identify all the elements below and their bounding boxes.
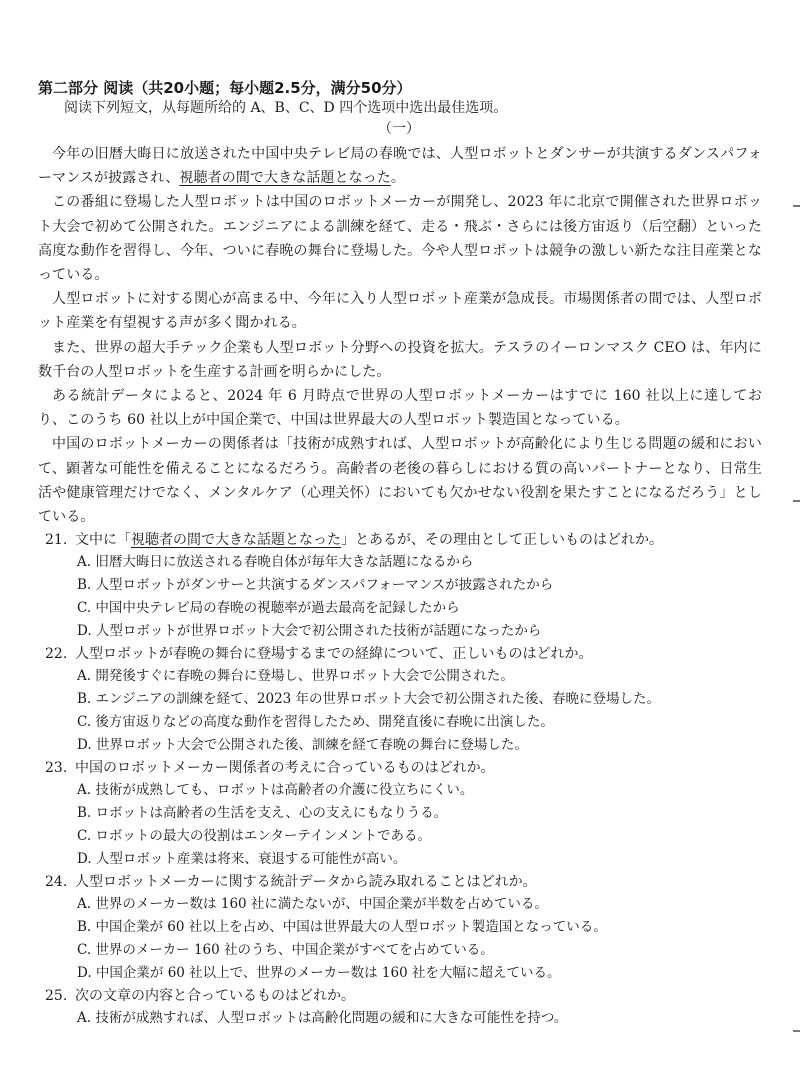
scan-edge-mark <box>793 500 800 502</box>
option-c: C. 後方宙返りなどの高度な動作を習得したため、開発直後に春晩に出演した。 <box>77 714 554 730</box>
passage-paragraph-4: また、世界の超大手テック企業も人型ロボット分野への投資を拡大。テスラのイーロンマスク CEO は、年内に数千台の人型ロボットを生産する計画を明らかにした。 <box>38 339 762 380</box>
option-c: C. ロボットの最大の役割はエンターテインメントである。 <box>77 828 432 844</box>
option-a: A. 旧暦大晦日に放送される春晩自体が毎年大きな話題になるから <box>77 554 474 570</box>
question-24 <box>45 871 765 985</box>
question-number: 24. <box>45 874 68 890</box>
question-list <box>45 529 765 1030</box>
question-number: 23. <box>45 760 68 776</box>
option-a: A. 技術が成熟すれば、人型ロボットは高齢化問題の緩和に大きな可能性を持つ。 <box>77 1010 568 1026</box>
instructions: 阅读下列短文，从每题所给的 A、B、C、D 四个选项中选出最佳选项。 <box>64 100 508 116</box>
option-a: A. 世界のメーカー数は 160 社に満たないが、中国企業が半数を占めている。 <box>77 896 548 912</box>
option-c: C. 世界のメーカー 160 社のうち、中国企業がすべてを占めている。 <box>77 942 494 958</box>
option-b: B. 人型ロボットがダンサーと共演するダンスパフォーマンスが披露されたから <box>77 577 554 593</box>
option-d: D. 世界ロボット大会で公開された後、訓練を経て春晩の舞台に登場した。 <box>77 737 528 753</box>
option-a: A. 開発後すぐに春晩の舞台に登場し、世界ロボット大会で公開された。 <box>77 668 514 684</box>
option-b: B. エンジニアの訓練を経て、2023 年の世界ロボット大会で初公開された後、春晩に登場した。 <box>77 691 661 707</box>
option-b: B. ロボットは高齢者の生活を支え、心の支えにもなりうる。 <box>77 805 448 821</box>
underlined-phrase: 視聴者の間で大きな話題となった <box>131 532 341 548</box>
question-stem: 21. 文中に「視聴者の間で大きな話題となった」とあるが、その理由として正しいものはどれか。 <box>45 529 765 551</box>
scan-edge-mark <box>793 205 800 207</box>
option-a: A. 技術が成熟しても、ロボットは高齢者の介護に役立ちにくい。 <box>77 782 474 798</box>
question-25 <box>45 985 765 1030</box>
passage-paragraph-2: この番組に登場した人型ロボットは中国のロボットメーカーが開発し、2023 年に北京で開催された世界ロボット大会で初めて公開された。エンジニアによる訓練を経て、走る・飛ぶ・さらには後方宙返り（后空翻）といった高度な動作を習得し、今年、ついに春晩の舞台に登場した。今や人型ロボットは競争の激しい新たな注目産業となっている。 <box>38 194 762 284</box>
question-number: 22. <box>45 646 68 662</box>
section-header: 第二部分 阅读（共20小题；每小题2.5分，满分50分） <box>38 79 412 97</box>
question-21 <box>45 529 765 643</box>
question-stem: 24. 人型ロボットメーカーに関する統計データから読み取れることはどれか。 <box>45 871 765 893</box>
question-22 <box>45 643 765 757</box>
passage-paragraph-1: 今年の旧暦大晦日に放送された中国中央テレビ局の春晩では、人型ロボットとダンサーが共演するダンスパフォーマンスが披露され、視聴者の間で大きな話題となった。 <box>38 146 762 187</box>
option-d: D. 中国企業が 60 社以上で、世界のメーカー数は 160 社を大幅に超えている。 <box>77 965 561 981</box>
underlined-phrase: 視聴者の間で大きな話題となった <box>179 170 391 187</box>
question-number: 21. <box>45 532 68 548</box>
question-23 <box>45 757 765 871</box>
passage-number: （一） <box>378 121 420 137</box>
option-b: B. 中国企業が 60 社以上を占め、中国は世界最大の人型ロボット製造国となっている。 <box>77 919 607 935</box>
question-number: 25. <box>45 988 68 1004</box>
option-c: C. 中国中央テレビ局の春晩の視聴率が過去最高を記録したから <box>77 600 460 616</box>
scan-edge-mark <box>793 1030 800 1032</box>
reading-passage <box>38 142 762 529</box>
option-d: D. 人型ロボット産業は将来、衰退する可能性が高い。 <box>77 851 407 867</box>
passage-paragraph-6: 中国のロボットメーカーの関係者は「技術が成熟すれば、人型ロボットが高齢化により生じる問題の緩和において、顕著な可能性を備えることになるだろう。高齢者の老後の暮らしにおける質の高いパートナーとなり、日常生活や健康管理だけでなく、メンタルケア（心理关怀）においても欠かせない役割を果たすことになるだろう」としている。 <box>38 436 762 526</box>
passage-paragraph-3: 人型ロボットに対する関心が高まる中、今年に入り人型ロボット産業が急成長。市場関係者の間では、人型ロボット産業を有望視する声が多く聞かれる。 <box>38 291 762 332</box>
question-stem: 25. 次の文章の内容と合っているものはどれか。 <box>45 985 765 1007</box>
option-d: D. 人型ロボットが世界ロボット大会で初公開された技術が話題になったから <box>77 623 542 639</box>
question-stem: 23. 中国のロボットメーカー関係者の考えに合っているものはどれか。 <box>45 757 765 779</box>
passage-paragraph-5: ある統計データによると、2024 年 6 月時点で世界の人型ロボットメーカーはすでに 160 社以上に達しており、このうち 60 社以上が中国企業で、中国は世界最大の人型ロボット製造国となっている。 <box>38 388 762 429</box>
question-stem: 22. 人型ロボットが春晩の舞台に登場するまでの経緯について、正しいものはどれか。 <box>45 643 765 665</box>
